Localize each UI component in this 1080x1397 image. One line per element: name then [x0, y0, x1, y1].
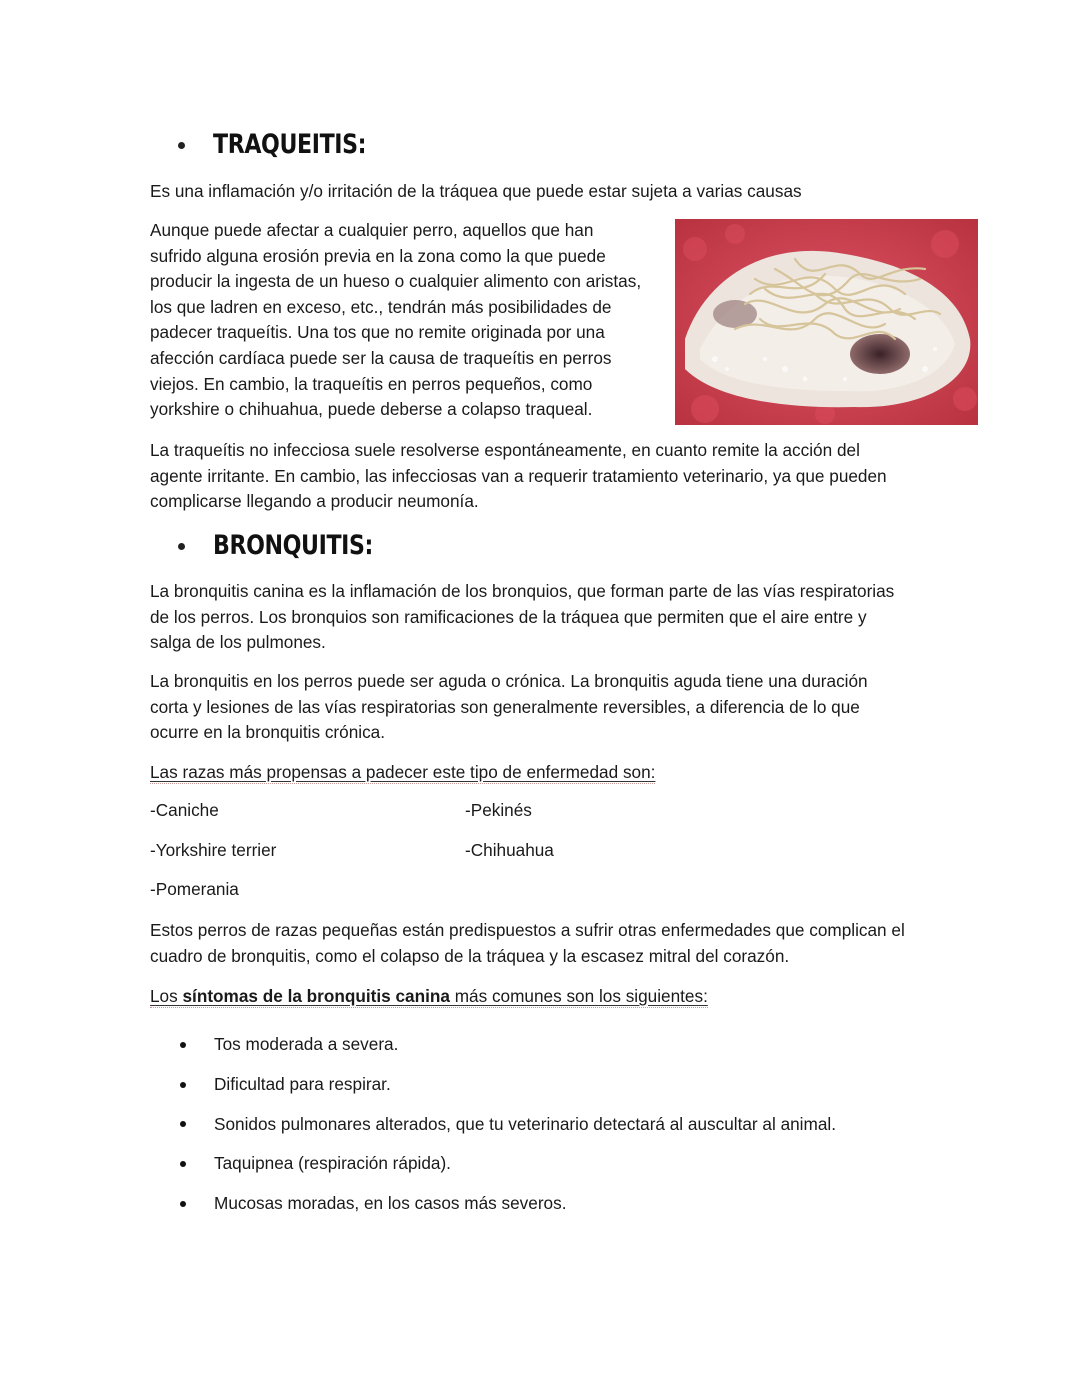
breed-yorkshire: -Yorkshire terrier	[150, 840, 277, 860]
text-line: agente irritante. En cambio, las infecciosas van a requerir tratamiento veterinario, ya que pueden	[150, 465, 887, 486]
traqueitis-body	[150, 218, 641, 423]
symptoms-title-bold: síntomas de la bronquitis canina	[182, 986, 450, 1006]
trachea-photo	[675, 219, 978, 425]
breed-chihuahua: -Chihuahua	[465, 840, 554, 860]
text-line: cuadro de bronquitis, como el colapso de la tráquea y la escasez mitral del corazón.	[150, 945, 790, 966]
bullet-icon	[178, 142, 185, 149]
breeds-title-text: Las razas más propensas a padecer este tipo de enfermedad son:	[150, 762, 656, 782]
text-line: complicarse llegando a producir neumonía.	[150, 491, 479, 512]
list-item	[180, 1144, 836, 1184]
breed-pomerania: -Pomerania	[150, 879, 239, 899]
bullet-icon	[178, 543, 185, 550]
traqueitis-intro: Es una inflamación y/o irritación de la tráquea que puede estar sujeta a varias causas	[150, 181, 802, 201]
list-item	[180, 1104, 836, 1144]
text-line: viejos. En cambio, la traqueítis en perros pequeños, como	[150, 373, 593, 394]
list-item	[180, 1184, 836, 1224]
symptoms-title-post: más comunes son los siguientes:	[449, 986, 708, 1006]
traqueitis-heading	[178, 129, 400, 160]
bronquitis-para1	[150, 579, 894, 656]
traqueitis-title: TRAQUEITIS:	[213, 129, 367, 160]
breeds-title	[150, 760, 655, 786]
symptom-text: Mucosas moradas, en los casos más severos.	[214, 1193, 567, 1214]
symptom-text: Sonidos pulmonares alterados, que tu veterinario detectará al auscultar al animal.	[214, 1113, 836, 1134]
symptoms-title-pre: Los	[150, 986, 183, 1006]
list-item	[180, 1025, 836, 1065]
symptom-text: Taquipnea (respiración rápida).	[214, 1153, 451, 1174]
bronquitis-para2	[150, 669, 868, 746]
bullet-icon	[180, 1042, 186, 1048]
text-line: padecer traqueítis. Una tos que no remite originada por una	[150, 322, 605, 343]
text-line: La traqueítis no infecciosa suele resolverse espontáneamente, en cuanto remite la acción del	[150, 440, 860, 460]
bullet-icon	[180, 1082, 186, 1088]
text-line: corta y lesiones de las vías respiratorias son generalmente reversibles, a diferencia de lo que	[150, 696, 860, 717]
text-line: de los perros. Los bronquios son ramificaciones de la tráquea que permiten que el aire entre y	[150, 606, 867, 627]
bullet-icon	[180, 1121, 186, 1127]
bronquitis-title: BRONQUITIS:	[213, 530, 373, 561]
bronquitis-para3	[150, 918, 905, 969]
bronquitis-heading	[178, 530, 408, 561]
symptoms-title-text	[150, 986, 708, 1008]
symptoms-title	[150, 984, 708, 1010]
breed-caniche: -Caniche	[150, 800, 219, 820]
traqueitis-closing	[150, 438, 887, 515]
symptoms-list	[180, 1025, 836, 1223]
text-line: La bronquitis en los perros puede ser aguda o crónica. La bronquitis aguda tiene una duración	[150, 671, 868, 691]
text-line: La bronquitis canina es la inflamación de los bronquios, que forman parte de las vías respiratorias	[150, 581, 895, 601]
text-line: ocurre en la bronquitis crónica.	[150, 722, 386, 743]
breed-pekines: -Pekinés	[465, 800, 532, 820]
symptom-text: Tos moderada a severa.	[214, 1034, 399, 1055]
bullet-icon	[180, 1161, 186, 1167]
text-line: Estos perros de razas pequeñas están predispuestos a sufrir otras enfermedades que complican el	[150, 920, 905, 940]
symptom-text: Dificultad para respirar.	[214, 1074, 391, 1095]
text-line: producir la ingesta de un hueso o cualquier alimento con aristas,	[150, 271, 642, 292]
text-line: Aunque puede afectar a cualquier perro, aquellos que han	[150, 220, 594, 240]
text-line: sufrido alguna erosión previa en la zona como la que puede	[150, 245, 606, 266]
text-line: afección cardíaca puede ser la causa de traqueítis en perros	[150, 347, 612, 368]
bullet-icon	[180, 1201, 186, 1207]
text-line: los que ladren en exceso, etc., tendrán más posibilidades de	[150, 296, 612, 317]
text-line: salga de los pulmones.	[150, 632, 326, 653]
text-line: yorkshire o chihuahua, puede deberse a colapso traqueal.	[150, 399, 593, 420]
list-item	[180, 1065, 836, 1105]
